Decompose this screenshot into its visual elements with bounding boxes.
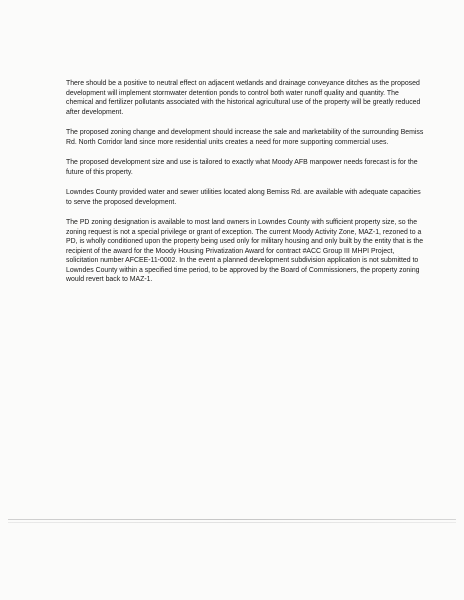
paragraph-utilities: Lowndes County provided water and sewer utilities located along Bemiss Rd. are available with adequate capacities to serve the proposed development. <box>66 189 421 206</box>
paragraph-wetlands-drainage: There should be a positive to neutral effect on adjacent wetlands and drainage conveyance ditches as the proposed development will implement stormwater detention ponds to control both water runoff quality and quantity. The chemical and fertilizer pollutants associated with the historical agricultural use of the property will be greatly reduced after development. <box>66 80 421 116</box>
scan-artifact-line <box>8 519 456 520</box>
paragraph-development-size: The proposed development size and use is tailored to exactly what Moody AFB manpower needs forecast is for the future of this property. <box>66 159 418 176</box>
document-body <box>66 79 424 296</box>
scan-artifact-line-faint <box>8 522 456 523</box>
paragraph-pd-zoning-designation: The PD zoning designation is available to most land owners in Lowndes County with sufficient property size, so the zoning request is not a special privilege or grant of exception. The current Moody Activity Zone, MAZ-1, rezoned to a PD, is wholly conditioned upon the property being used only for military housing and only built by the entity that is the recipient of the award for the Moody Housing Privatization Award for contract #ACC Group III MHPI Project, solicitation number AFCEE-11-0002. In the event a planned development subdivision application is not submitted to Lowndes County within a specified time period, to be approved by the Board of Commissioners, the property zoning would revert back to MAZ-1. <box>66 219 424 283</box>
paragraph-zoning-marketability: The proposed zoning change and development should increase the sale and marketability of the surrounding Bemiss Rd. North Corridor land since more residential units creates a need for more supporting commercial uses. <box>66 129 424 146</box>
